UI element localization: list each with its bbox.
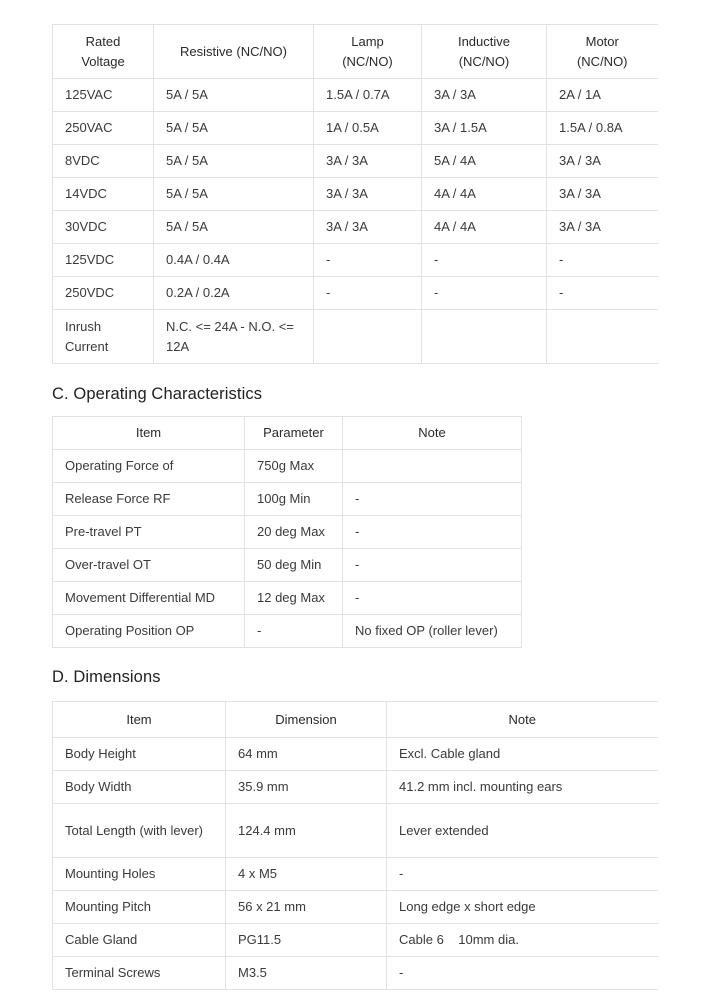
cell-note: - <box>343 549 522 582</box>
cell-voltage: 30VDC <box>53 211 154 244</box>
cell-inrush-value: N.C. <= 24A - N.O. <= 12A <box>154 310 314 364</box>
cell-lamp: 3A / 3A <box>314 178 422 211</box>
cell-empty <box>547 310 658 364</box>
cell-parameter: 50 deg Min <box>245 549 343 582</box>
operating-header-row <box>53 417 522 450</box>
header-rated-voltage: Rated Voltage <box>53 25 154 79</box>
cell-note: - <box>343 516 522 549</box>
cell-note: - <box>387 858 658 891</box>
cell-motor: 1.5A / 0.8A <box>547 112 658 145</box>
table-row <box>53 79 658 112</box>
header-lamp: Lamp (NC/NO) <box>314 25 422 79</box>
table-row <box>53 516 522 549</box>
table-row <box>53 771 658 804</box>
cell-resistive: 0.4A / 0.4A <box>154 244 314 277</box>
cell-inductive: - <box>422 244 547 277</box>
cell-item: Mounting Pitch <box>53 891 226 924</box>
cell-empty <box>314 310 422 364</box>
table-row <box>53 804 658 858</box>
cell-item: Pre-travel PT <box>53 516 245 549</box>
cell-item: Terminal Screws <box>53 957 226 990</box>
header-resistive: Resistive (NC/NO) <box>154 25 314 79</box>
dimensions-table <box>52 701 658 990</box>
operating-table <box>52 416 522 648</box>
section-title-operating: C. Operating Characteristics <box>52 385 263 403</box>
header-item: Item <box>53 702 226 738</box>
cell-parameter: 20 deg Max <box>245 516 343 549</box>
cell-motor: 3A / 3A <box>547 145 658 178</box>
cell-lamp: - <box>314 277 422 310</box>
cell-note: - <box>387 957 658 990</box>
cell-inductive: 3A / 1.5A <box>422 112 547 145</box>
cell-item: Over-travel OT <box>53 549 245 582</box>
cell-dimension: 4 x M5 <box>226 858 387 891</box>
cell-item: Body Height <box>53 738 226 771</box>
cell-resistive: 5A / 5A <box>154 178 314 211</box>
cell-resistive: 5A / 5A <box>154 211 314 244</box>
cell-note: - <box>343 483 522 516</box>
table-row <box>53 145 658 178</box>
table-row <box>53 549 522 582</box>
cell-note: Cable 6 10mm dia. <box>387 924 658 957</box>
table-row <box>53 891 658 924</box>
cell-dimension: 35.9 mm <box>226 771 387 804</box>
cell-dimension: PG11.5 <box>226 924 387 957</box>
header-motor: Motor (NC/NO) <box>547 25 658 79</box>
cell-lamp: 1.5A / 0.7A <box>314 79 422 112</box>
section-title-dimensions: D. Dimensions <box>52 668 161 686</box>
cell-dimension: M3.5 <box>226 957 387 990</box>
table-row <box>53 957 658 990</box>
cell-resistive: 5A / 5A <box>154 79 314 112</box>
cell-lamp: 3A / 3A <box>314 145 422 178</box>
cell-note: Long edge x short edge <box>387 891 658 924</box>
cell-inductive: 3A / 3A <box>422 79 547 112</box>
table-row <box>53 277 658 310</box>
table-row <box>53 450 522 483</box>
cell-item: Cable Gland <box>53 924 226 957</box>
cell-inductive: 5A / 4A <box>422 145 547 178</box>
cell-item: Release Force RF <box>53 483 245 516</box>
cell-resistive: 5A / 5A <box>154 112 314 145</box>
cell-parameter: 750g Max <box>245 450 343 483</box>
cell-parameter: 12 deg Max <box>245 582 343 615</box>
cell-item: Total Length (with lever) <box>53 804 226 858</box>
cell-voltage: 250VDC <box>53 277 154 310</box>
cell-inductive: 4A / 4A <box>422 211 547 244</box>
cell-note: Lever extended <box>387 804 658 858</box>
header-dimension: Dimension <box>226 702 387 738</box>
table-row <box>53 211 658 244</box>
ratings-table <box>52 24 658 364</box>
ratings-header-row <box>53 25 658 79</box>
cell-item: Movement Differential MD <box>53 582 245 615</box>
cell-item: Body Width <box>53 771 226 804</box>
header-note: Note <box>343 417 522 450</box>
cell-lamp: 3A / 3A <box>314 211 422 244</box>
table-row <box>53 615 522 648</box>
cell-item: Mounting Holes <box>53 858 226 891</box>
cell-note: 41.2 mm incl. mounting ears <box>387 771 658 804</box>
cell-lamp: - <box>314 244 422 277</box>
cell-dimension: 124.4 mm <box>226 804 387 858</box>
cell-parameter: - <box>245 615 343 648</box>
cell-inductive: - <box>422 277 547 310</box>
cell-dimension: 64 mm <box>226 738 387 771</box>
cell-resistive: 0.2A / 0.2A <box>154 277 314 310</box>
table-row <box>53 178 658 211</box>
cell-item: Operating Position OP <box>53 615 245 648</box>
cell-inrush-label: Inrush Current <box>53 310 154 364</box>
cell-motor: - <box>547 277 658 310</box>
cell-motor: 3A / 3A <box>547 178 658 211</box>
dimensions-header-row <box>53 702 658 738</box>
cell-inductive: 4A / 4A <box>422 178 547 211</box>
cell-item: Operating Force of <box>53 450 245 483</box>
cell-motor: 3A / 3A <box>547 211 658 244</box>
cell-lamp: 1A / 0.5A <box>314 112 422 145</box>
cell-resistive: 5A / 5A <box>154 145 314 178</box>
cell-note: No fixed OP (roller lever) <box>343 615 522 648</box>
cell-parameter: 100g Min <box>245 483 343 516</box>
cell-note: Excl. Cable gland <box>387 738 658 771</box>
cell-voltage: 14VDC <box>53 178 154 211</box>
cell-motor: - <box>547 244 658 277</box>
header-inductive: Inductive (NC/NO) <box>422 25 547 79</box>
cell-motor: 2A / 1A <box>547 79 658 112</box>
inrush-row <box>53 310 658 364</box>
cell-voltage: 250VAC <box>53 112 154 145</box>
table-row <box>53 582 522 615</box>
cell-dimension: 56 x 21 mm <box>226 891 387 924</box>
table-row <box>53 112 658 145</box>
table-row <box>53 924 658 957</box>
cell-note <box>343 450 522 483</box>
table-row <box>53 483 522 516</box>
cell-note: - <box>343 582 522 615</box>
header-parameter: Parameter <box>245 417 343 450</box>
header-item: Item <box>53 417 245 450</box>
cell-voltage: 125VAC <box>53 79 154 112</box>
cell-voltage: 125VDC <box>53 244 154 277</box>
header-note: Note <box>387 702 658 738</box>
table-row <box>53 858 658 891</box>
cell-empty <box>422 310 547 364</box>
table-row <box>53 738 658 771</box>
table-row <box>53 244 658 277</box>
cell-voltage: 8VDC <box>53 145 154 178</box>
